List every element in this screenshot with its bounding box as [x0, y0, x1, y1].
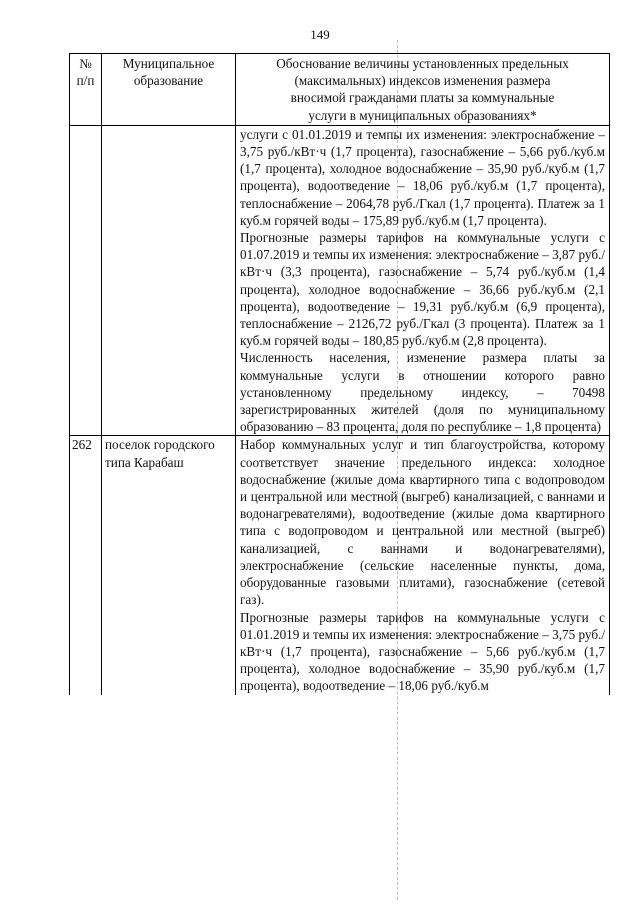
header-justification: Обоснование величины установленных предельных (максимальных) индексов изменения размера вносимой гражданами платы за коммунальные услуги в муниципальных образованиях* — [236, 54, 610, 126]
tariff-index-table — [69, 53, 610, 695]
tariffs-jan-2019-paragraph: услуги с 01.01.2019 и темпы их изменения: электроснабжение – 3,75 руб./кВт·ч (1,7 процента), газоснабжение – 5,66 руб./куб.м (1,7 процента), холодное водоснабжение – 35,90 руб./куб.м (1,7 процента), водоотведение – 18,06 руб./куб.м (1,7 процента), теплоснабжение – 2064,78 руб./Гкал (1,7 процента). Платеж за 1 куб.м горячей воды – 175,89 руб./куб.м (1,7 процента). — [240, 126, 605, 228]
page-number: 149 — [310, 27, 330, 42]
justification-cell — [236, 436, 610, 695]
header-number: № п/п — [70, 54, 102, 126]
table-row — [70, 125, 610, 436]
row-number-cell: 262 — [70, 436, 102, 695]
table-header-row — [70, 54, 610, 126]
row-municipality-cell — [102, 125, 236, 436]
header-municipality: Муниципальное образование — [102, 54, 236, 126]
justification-cell — [236, 125, 610, 436]
tariffs-jul-2019-paragraph: Прогнозные размеры тарифов на коммунальные услуги с 01.07.2019 и темпы их изменения: электроснабжение – 3,87 руб./кВт·ч (3,3 процента), газоснабжение – 5,74 руб./куб.м (1,4 процента), холодное водоснабжение – 36,66 руб./куб.м (2,1 процента), водоотведение – 19,31 руб./куб.м (6,9 процента), теплоснабжение – 2126,72 руб./Гкал (3 процента). Платеж за 1 куб.м горячей воды – 180,85 руб./куб.м (2,8 процента). — [240, 230, 605, 349]
tariffs-jan-2019-paragraph: Прогнозные размеры тарифов на коммунальные услуги с 01.01.2019 и темпы их изменения: электроснабжение – 3,75 руб./кВт·ч (1,7 процента), газоснабжение – 5,66 руб./куб.м (1,7 процента), холодное водоснабжение – 35,90 руб./куб.м (1,7 процента), водоотведение – 18,06 руб./куб.м — [240, 609, 605, 694]
row-municipality-cell: поселок городского типа Карабаш — [102, 436, 236, 695]
table-row — [70, 436, 610, 695]
population-paragraph: Численность населения, изменение размера платы за коммунальные услуги в отношении которого равно установленному предельному индексу, – 70498 зарегистрированных жителей (доля по муниципальному образованию – 83 процента, доля по республике – 1,8 процента) — [240, 350, 605, 435]
services-set-paragraph: Набор коммунальных услуг и тип благоустройства, которому соответствует значение предельного индекса: холодное водоснабжение (жилые дома квартирного типа с водопроводом и центральной или местной (выгреб) канализацией, с ваннами и водонагревателями), водоотведение (жилые дома квартирного типа с водопроводом и центральной или местной (выгреб) канализацией, с ваннами и водонагревателями), электроснабжение (сельские населенные пункты, дома, оборудованные газовыми плитами), газоснабжение (сетевой газ). — [240, 437, 605, 608]
row-number-cell — [70, 125, 102, 436]
